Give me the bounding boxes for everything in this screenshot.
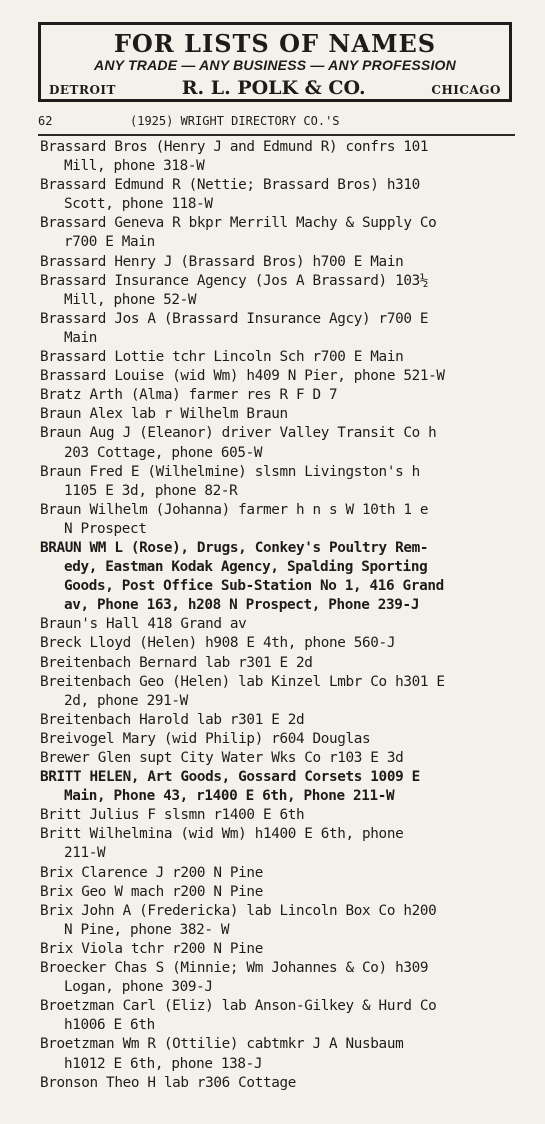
- entry-line: Brassard Insurance Agency (Jos A Brassard) 103½: [40, 272, 429, 289]
- entry-line: Britt Wilhelmina (wid Wm) h1400 E 6th, phone: [40, 826, 404, 843]
- entry-line: Mill, phone 52-W: [64, 291, 197, 308]
- entry-line: Bronson Theo H lab r306 Cottage: [40, 1074, 296, 1091]
- entry-line: Brassard Jos A (Brassard Insurance Agcy) r700 E: [40, 310, 429, 327]
- entry-line: 211-W: [64, 845, 106, 862]
- entry-line: Bratz Arth (Alma) farmer res R F D 7: [40, 387, 338, 404]
- directory-listing: [40, 138, 514, 1093]
- entry-line: Broetzman Carl (Eliz) lab Anson-Gilkey & Hurd Co: [40, 998, 437, 1015]
- entry-line: Breck Lloyd (Helen) h908 E 4th, phone 560-J: [40, 635, 396, 652]
- entry-line: Breitenbach Bernard lab r301 E 2d: [40, 654, 313, 671]
- entry-line: Breitenbach Harold lab r301 E 2d: [40, 711, 305, 728]
- entry-line: Braun Fred E (Wilhelmine) slsmn Livingston's h: [40, 463, 420, 480]
- directory-entry: [40, 768, 514, 806]
- entry-line: Brassard Lottie tchr Lincoln Sch r700 E Main: [40, 349, 404, 366]
- directory-entry: [40, 959, 514, 997]
- directory-entry: [40, 864, 514, 883]
- directory-entry: [40, 634, 514, 653]
- entry-line: Brewer Glen supt City Water Wks Co r103 E 3d: [40, 750, 404, 766]
- directory-entry: [40, 253, 514, 272]
- entry-line: Brix Viola tchr r200 N Pine: [40, 940, 263, 957]
- publisher-line: (1925) WRIGHT DIRECTORY CO.'S: [130, 114, 340, 128]
- entry-line: h1012 E 6th, phone 138-J: [64, 1055, 263, 1072]
- entry-line: N Pine, phone 382- W: [64, 921, 230, 938]
- directory-entry: [40, 463, 514, 501]
- entry-line: Breitenbach Geo (Helen) lab Kinzel Lmbr Co h301 E: [40, 673, 445, 690]
- entry-line: Brix Geo W mach r200 N Pine: [40, 883, 263, 900]
- ad-city-left: DETROIT: [49, 83, 116, 97]
- directory-entry: [40, 902, 514, 940]
- entry-line: Brix Clarence J r200 N Pine: [40, 864, 263, 881]
- entry-line: Logan, phone 309-J: [64, 979, 213, 996]
- entry-line: Brassard Louise (wid Wm) h409 N Pier, phone 521-W: [40, 368, 445, 385]
- entry-line: r700 E Main: [64, 234, 155, 251]
- directory-entry: [40, 348, 514, 367]
- directory-entry: [40, 1074, 514, 1093]
- entry-line: h1006 E 6th: [64, 1017, 155, 1034]
- entry-line: BRITT HELEN, Art Goods, Gossard Corsets 1009 E: [40, 769, 420, 786]
- entry-line: Goods, Post Office Sub-Station No 1, 416 Grand: [64, 578, 444, 595]
- directory-entry: [40, 673, 514, 711]
- directory-entry: [40, 940, 514, 959]
- ad-city-right: CHICAGO: [431, 83, 501, 97]
- directory-entry: [40, 405, 514, 424]
- directory-entry: [40, 367, 514, 386]
- entry-line: 1105 E 3d, phone 82-R: [64, 482, 238, 499]
- entry-line: Braun Aug J (Eleanor) driver Valley Transit Co h: [40, 425, 437, 442]
- entry-line: Main: [64, 329, 98, 346]
- entry-line: Braun's Hall 418 Grand av: [40, 616, 247, 633]
- directory-entry: [40, 424, 514, 462]
- entry-line: 203 Cottage, phone 605-W: [64, 444, 263, 461]
- entry-line: BRAUN WM L (Rose), Drugs, Conkey's Poultry Rem-: [40, 539, 429, 556]
- ad-firm-name: R. L. POLK & CO.: [181, 77, 366, 99]
- directory-entry: [40, 883, 514, 902]
- entry-line: Scott, phone 118-W: [64, 196, 213, 213]
- directory-entry: [40, 711, 514, 730]
- entry-line: Broecker Chas S (Minnie; Wm Johannes & Co) h309: [40, 960, 429, 977]
- entry-line: Breivogel Mary (wid Philip) r604 Douglas: [40, 730, 371, 747]
- entry-line: Brix John A (Fredericka) lab Lincoln Box Co h200: [40, 902, 437, 919]
- entry-line: Main, Phone 43, r1400 E 6th, Phone 211-W: [64, 788, 395, 805]
- entry-line: N Prospect: [64, 520, 147, 537]
- directory-entry: [40, 138, 514, 176]
- directory-entry: [40, 176, 514, 214]
- entry-line: Braun Alex lab r Wilhelm Braun: [40, 406, 288, 423]
- directory-entry: [40, 749, 514, 768]
- entry-line: Broetzman Wm R (Ottilie) cabtmkr J A Nusbaum: [40, 1036, 404, 1053]
- entry-line: Britt Julius F slsmn r1400 E 6th: [40, 807, 305, 824]
- directory-entry: [40, 310, 514, 348]
- entry-line: 2d, phone 291-W: [64, 692, 188, 709]
- directory-entry: [40, 615, 514, 634]
- directory-entry: [40, 386, 514, 405]
- entry-line: Brassard Henry J (Brassard Bros) h700 E Main: [40, 253, 404, 270]
- entry-line: Brassard Geneva R bkpr Merrill Machy & Supply Co: [40, 215, 437, 232]
- ad-footer: [41, 77, 509, 99]
- header-divider: [38, 134, 515, 136]
- entry-line: Brassard Bros (Henry J and Edmund R) confrs 101: [40, 139, 429, 155]
- directory-entry: [40, 825, 514, 863]
- entry-line: Brassard Edmund R (Nettie; Brassard Bros) h310: [40, 177, 420, 194]
- entry-line: Braun Wilhelm (Johanna) farmer h n s W 10th 1 e: [40, 501, 429, 518]
- entry-line: edy, Eastman Kodak Agency, Spalding Sporting: [64, 559, 428, 576]
- directory-entry: [40, 654, 514, 673]
- entry-line: Mill, phone 318-W: [64, 158, 205, 175]
- directory-entry: [40, 214, 514, 252]
- directory-entry: [40, 501, 514, 539]
- directory-entry: [40, 272, 514, 310]
- ad-title: FOR LISTS OF NAMES: [113, 29, 437, 58]
- directory-entry: [40, 730, 514, 749]
- page-number: 62: [38, 114, 53, 128]
- ad-subtitle: ANY TRADE — ANY BUSINESS — ANY PROFESSION: [94, 57, 456, 73]
- directory-entry: [40, 806, 514, 825]
- page-header: [38, 114, 518, 128]
- advertisement-box: [38, 22, 512, 102]
- directory-entry: [40, 1035, 514, 1073]
- directory-entry: [40, 539, 514, 615]
- entry-line: av, Phone 163, h208 N Prospect, Phone 239-J: [64, 597, 420, 614]
- directory-entry: [40, 997, 514, 1035]
